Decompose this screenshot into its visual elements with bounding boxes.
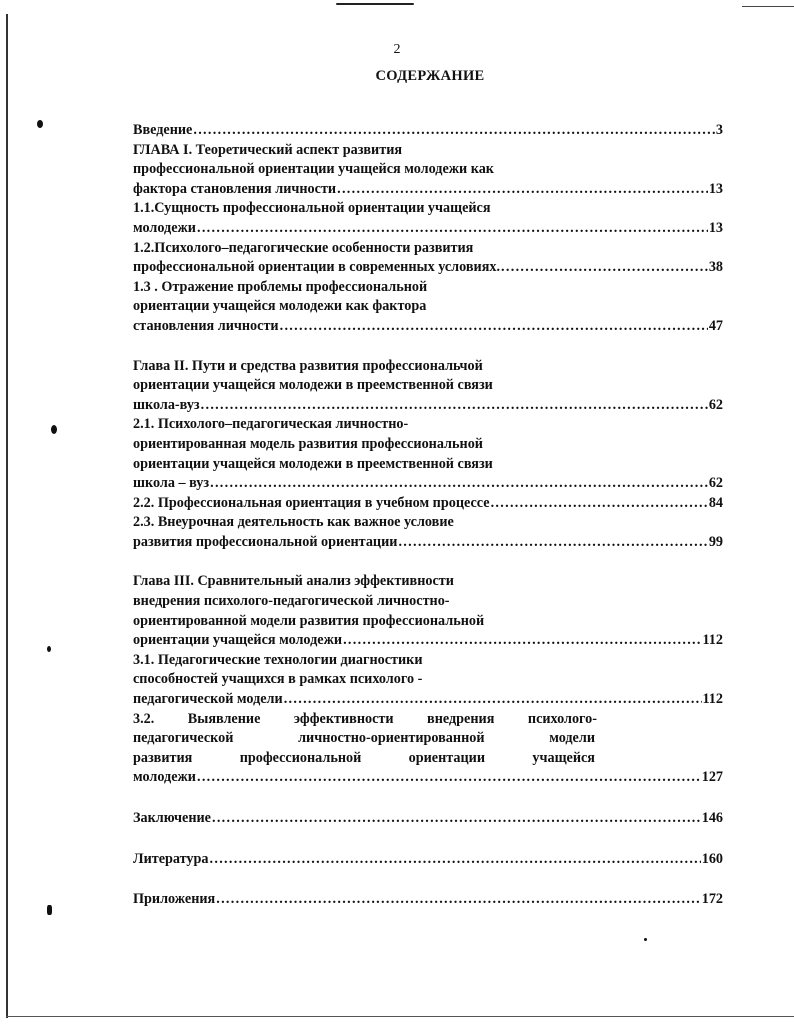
scan-artifact-top-right: [742, 6, 794, 7]
toc-entry-text: школа – вуз: [133, 475, 210, 492]
toc-word: учащейся: [532, 749, 595, 766]
toc-entry-last-line: [133, 533, 723, 553]
toc-page-number: 62: [708, 475, 723, 492]
dot-leader: [210, 474, 708, 494]
toc-entry-line: 1.1.Сущность профессиональной ориентации учащейся: [133, 200, 491, 217]
toc-page-number: 84: [708, 494, 723, 511]
toc-entry-section-2-1[interactable]: [133, 415, 723, 493]
toc-entry-line: [133, 729, 723, 749]
toc-entry-last-line: [133, 890, 723, 910]
toc-entry-line: 2.1. Психолого–педагогическая личностно-: [133, 416, 409, 433]
toc-word: 3.2.: [133, 710, 155, 727]
dot-leader: [201, 396, 708, 416]
scan-artifact-top: [336, 3, 414, 5]
dot-leader: [284, 690, 702, 710]
dot-leader: [193, 121, 715, 141]
toc-word: модели: [549, 730, 595, 747]
scan-speck: [644, 938, 647, 941]
toc-entry-line: ориентированная модель развития профессиональной: [133, 435, 483, 452]
toc-entry-line: Глава II. Пути и средства развития профессиональчой: [133, 357, 483, 374]
toc-page-number: 3: [715, 122, 723, 138]
scan-artifact-bottom: [6, 1016, 794, 1017]
toc-entry-last-line: [133, 258, 723, 278]
toc-entry-line: Глава III. Сравнительный анализ эффективности: [133, 573, 454, 590]
toc-entry-text: профессиональной ориентации в современных условиях.: [133, 259, 501, 276]
toc-page-number: 146: [701, 810, 723, 826]
toc-entry-chapter-1[interactable]: [133, 141, 723, 200]
table-of-contents: [133, 121, 723, 910]
page-title: СОДЕРЖАНИЕ: [375, 68, 485, 84]
toc-entry-last-line: [133, 317, 723, 337]
toc-page-number: 13: [708, 219, 723, 236]
toc-page-number: 47: [708, 317, 723, 334]
toc-page-number: 62: [708, 396, 723, 413]
toc-entry-text: становления личности: [133, 317, 279, 334]
toc-word: Выявление: [187, 710, 261, 727]
dot-leader: [398, 533, 707, 553]
toc-entry-line: ориентации учащейся молодежи как фактора: [133, 298, 427, 315]
toc-entry-text: Литература: [133, 850, 209, 867]
toc-entry-section-1-1[interactable]: [133, 199, 723, 238]
toc-entry-text: педагогической модели: [133, 691, 283, 708]
toc-entry-text: 2.2. Профессиональная ориентация в учебном процессе: [133, 494, 490, 511]
toc-entry-last-line: [133, 768, 723, 788]
dot-leader: [212, 809, 701, 829]
toc-entry-line: 1.2.Психолого–педагогические особенности развития: [133, 239, 474, 256]
toc-entry-last-line: [133, 474, 723, 494]
toc-entry-line: внедрения психолого-педагогической личностно-: [133, 593, 450, 610]
toc-entry-text: Введение: [133, 122, 193, 138]
scan-artifact-left-border: [6, 14, 8, 1018]
toc-entry-line: ГЛАВА I. Теоретический аспект развития: [133, 141, 403, 158]
toc-entry-last-line: [133, 809, 723, 829]
toc-page-number: 38: [708, 259, 723, 276]
toc-entry-line: [133, 749, 723, 769]
dot-leader: [280, 317, 708, 337]
toc-entry-section-3-2[interactable]: [133, 710, 723, 788]
toc-entry-section-1-3[interactable]: [133, 278, 723, 337]
toc-word: ориентации: [408, 749, 486, 766]
toc-word: профессиональной: [239, 749, 362, 766]
scan-speck: [37, 120, 43, 128]
toc-entry-section-3-1[interactable]: [133, 651, 723, 710]
toc-word: психолого-: [527, 710, 597, 727]
toc-entry-appendix[interactable]: [133, 890, 723, 910]
toc-entry-line: профессиональной ориентации учащейся молодежи как: [133, 161, 494, 178]
toc-entry-chapter-2[interactable]: [133, 357, 723, 416]
toc-entry-line: 2.3. Внеурочная деятельность как важное условие: [133, 514, 454, 531]
toc-entry-text: ориентации учащейся молодежи: [133, 632, 343, 649]
toc-entry-text: молодежи: [133, 219, 196, 236]
dot-leader: [337, 180, 708, 200]
toc-entry-last-line: [133, 121, 723, 141]
toc-page-number: 160: [701, 850, 723, 867]
toc-entry-text: Приложения: [133, 891, 216, 908]
toc-entry-last-line: [133, 396, 723, 416]
scan-speck: [51, 425, 57, 434]
toc-entry-line: [133, 710, 723, 730]
toc-entry-last-line: [133, 219, 723, 239]
toc-page-number: 112: [702, 632, 723, 649]
toc-page-number: 99: [708, 533, 723, 550]
toc-entry-section-1-2[interactable]: [133, 239, 723, 278]
toc-entry-last-line: [133, 850, 723, 870]
toc-entry-text: Заключение: [133, 810, 211, 826]
dot-leader: [197, 768, 701, 788]
toc-entry-conclusion[interactable]: [133, 809, 723, 829]
toc-entry-line: ориентации учащейся молодежи в преемственной связи: [133, 455, 493, 472]
toc-word: развития: [133, 749, 193, 766]
toc-page-number: 127: [701, 769, 723, 786]
toc-entry-last-line: [133, 631, 723, 651]
toc-entry-text: школа-вуз: [133, 396, 200, 413]
toc-entry-last-line: [133, 494, 723, 514]
toc-entry-line: 1.3 . Отражение проблемы профессиональной: [133, 278, 428, 295]
toc-entry-text: фактора становления личности: [133, 180, 337, 197]
dot-leader: [501, 258, 708, 278]
toc-entry-last-line: [133, 180, 723, 200]
toc-entry-line: ориентации учащейся молодежи в преемственной связи: [133, 377, 493, 394]
toc-word: личностно-ориентированной: [298, 730, 485, 747]
toc-entry-line: ориентированной модели развития профессиональной: [133, 612, 485, 629]
toc-entry-line: 3.1. Педагогические технологии диагностики: [133, 651, 423, 668]
toc-entry-section-2-3[interactable]: [133, 513, 723, 552]
toc-word: внедрения: [427, 710, 495, 727]
scan-speck: [47, 905, 52, 915]
toc-entry-text: молодежи: [133, 769, 196, 786]
dot-leader: [210, 850, 701, 870]
dot-leader: [216, 890, 700, 910]
toc-entry-literature[interactable]: [133, 850, 723, 870]
toc-page-number: 172: [701, 891, 723, 908]
toc-entry-section-2-2[interactable]: [133, 494, 723, 514]
scan-speck: [47, 646, 51, 652]
toc-entry-line: способностей учащихся в рамках психолого -: [133, 671, 423, 688]
dot-leader: [343, 631, 701, 651]
toc-word: эффективности: [293, 710, 394, 727]
toc-entry-chapter-3[interactable]: [133, 572, 723, 650]
toc-entry-text: развития профессиональной ориентации: [133, 533, 398, 550]
toc-entry-introduction[interactable]: [133, 121, 723, 141]
toc-page-number: 13: [708, 180, 723, 197]
dot-leader: [197, 219, 708, 239]
toc-page-number: 112: [702, 691, 723, 708]
toc-entry-last-line: [133, 690, 723, 710]
toc-word: педагогической: [133, 730, 234, 747]
dot-leader: [491, 494, 708, 514]
page-number: 2: [393, 42, 401, 57]
